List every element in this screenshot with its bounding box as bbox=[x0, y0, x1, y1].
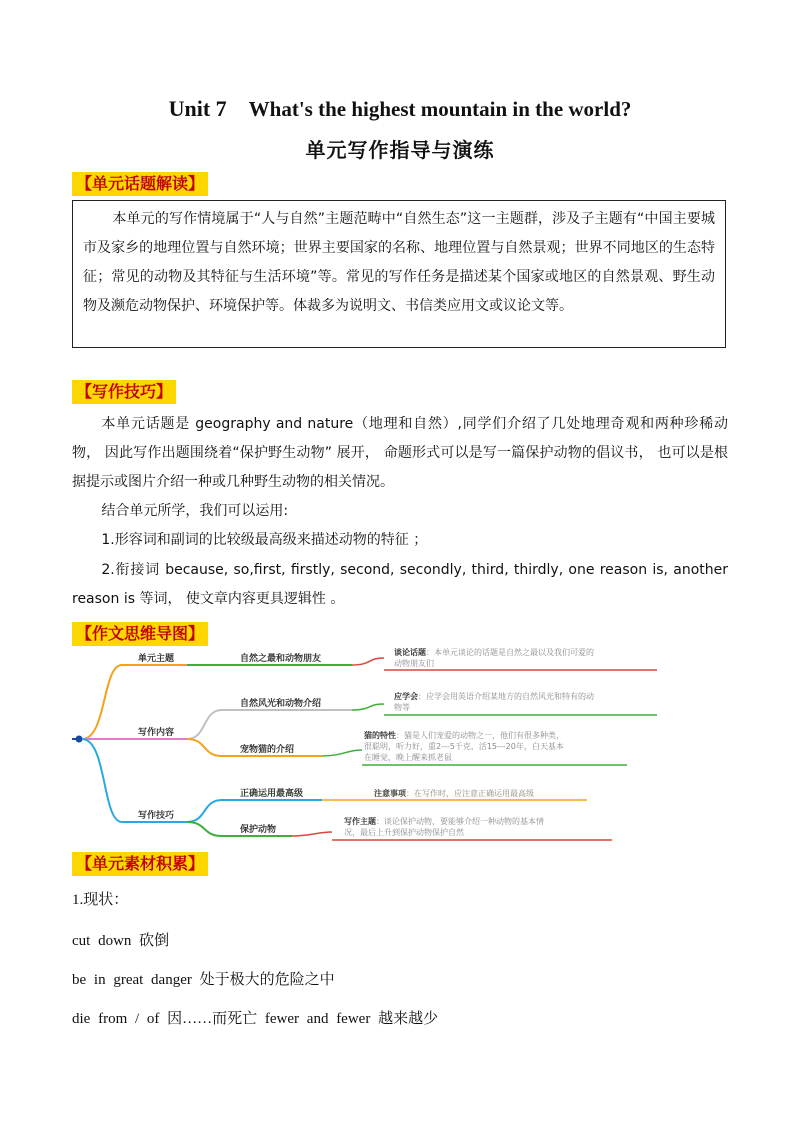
skills-paragraph-4: 2.衔接词 because, so,first, firstly, second, secondly, third, thirdly, one reason is, another reason is 等词， 使文章内容更具逻辑性 。 bbox=[72, 562, 728, 607]
page-title bbox=[0, 96, 800, 122]
materials-line-1: 1.现状： bbox=[72, 892, 129, 908]
section-heading-skills: 【写作技巧】 bbox=[72, 380, 176, 404]
topic-box bbox=[72, 200, 726, 348]
note-4-line-1: 注意事项：在写作时，应注意正确运用最高级 bbox=[374, 789, 534, 798]
unit-question: What's the highest mountain in the world? bbox=[248, 97, 632, 121]
materials-line-3: be in great danger 处于极大的危险之中 bbox=[72, 972, 335, 988]
skills-paragraph-3: 1.形容词和副词的比较级最高级来描述动物的特征 ； bbox=[101, 532, 428, 548]
section-heading-topic: 【单元话题解读】 bbox=[72, 172, 208, 196]
mind-map-diagram bbox=[72, 640, 672, 850]
page-subtitle: 单元写作指导与演练 bbox=[305, 138, 495, 162]
topic-text: 本单元的写作情境属于“人与自然”主题范畴中“自然生态”这一主题群，涉及子主题有“中国主要城市及家乡的地理位置与自然环境；世界主要国家的名称、地理位置与自然景观；世界不同地区的生态特征；常见的动物及其特征与生活环境”等。常见的写作任务是描述某个国家或地区的自然景观、野生动物及濒危动物保护、环境保护等。体裁多为说明文、书信类应用文或议论文等。 bbox=[83, 211, 715, 314]
materials-line-4: die from / of 因……而死亡 fewer and fewer 越来越少 bbox=[72, 1011, 439, 1027]
node-label-5: 保护动物 bbox=[240, 825, 277, 835]
materials-line-2: cut down 砍倒 bbox=[72, 933, 170, 949]
note-1-line-2: 动物朋友们 bbox=[394, 659, 434, 668]
branch-label-content: 写作内容 bbox=[138, 728, 175, 738]
node-label-4: 正确运用最高级 bbox=[240, 789, 304, 799]
note-3-line-1: 猫的特性：猫是人们宠爱的动物之一，他们有很多种类， bbox=[364, 731, 564, 740]
section-heading-mindmap: 【作文思维导图】 bbox=[72, 622, 208, 646]
skills-paragraph-1: 本单元话题是 geography and nature（地理和自然）,同学们介绍了几处地理奇观和两种珍稀动物， 因此写作出题围绕着“保护野生动物” 展开， 命题形式可以是写一篇保护动物的倡议书， 也可以是根据提示或图片介绍一种或几种野生动物的相关情况。 bbox=[72, 416, 728, 490]
branch-label-theme: 单元主题 bbox=[138, 654, 175, 664]
branch-label-skills: 写作技巧 bbox=[138, 811, 175, 821]
note-3-line-3: 在睡觉，晚上醒来抓老鼠 bbox=[364, 753, 452, 762]
note-2-line-2: 物等 bbox=[394, 703, 410, 712]
note-5-line-1: 写作主题：谈论保护动物，要能够介绍一种动物的基本情 bbox=[344, 817, 544, 826]
note-3-line-2: 很聪明，听力好，重2---5千克，活15---20年，白天基本 bbox=[364, 742, 564, 751]
note-5-line-2: 况，最后上升到保护动物保护自然 bbox=[344, 828, 464, 837]
node-label-2: 自然风光和动物介绍 bbox=[240, 699, 322, 709]
note-1-line-1: 谈论话题：本单元谈论的话题是自然之最以及我们可爱的 bbox=[394, 648, 594, 657]
branch-line-skills bbox=[82, 739, 187, 822]
skills-paragraph-2: 结合单元所学，我们可以运用: bbox=[101, 503, 289, 519]
node-label-3: 宠物猫的介绍 bbox=[240, 745, 295, 755]
unit-number: Unit 7 bbox=[168, 96, 227, 121]
section-heading-materials: 【单元素材积累】 bbox=[72, 852, 208, 876]
node-label-1: 自然之最和动物朋友 bbox=[240, 654, 322, 664]
note-2-line-1: 应学会：应学会用英语介绍某地方的自然风光和特有的动 bbox=[394, 692, 594, 701]
